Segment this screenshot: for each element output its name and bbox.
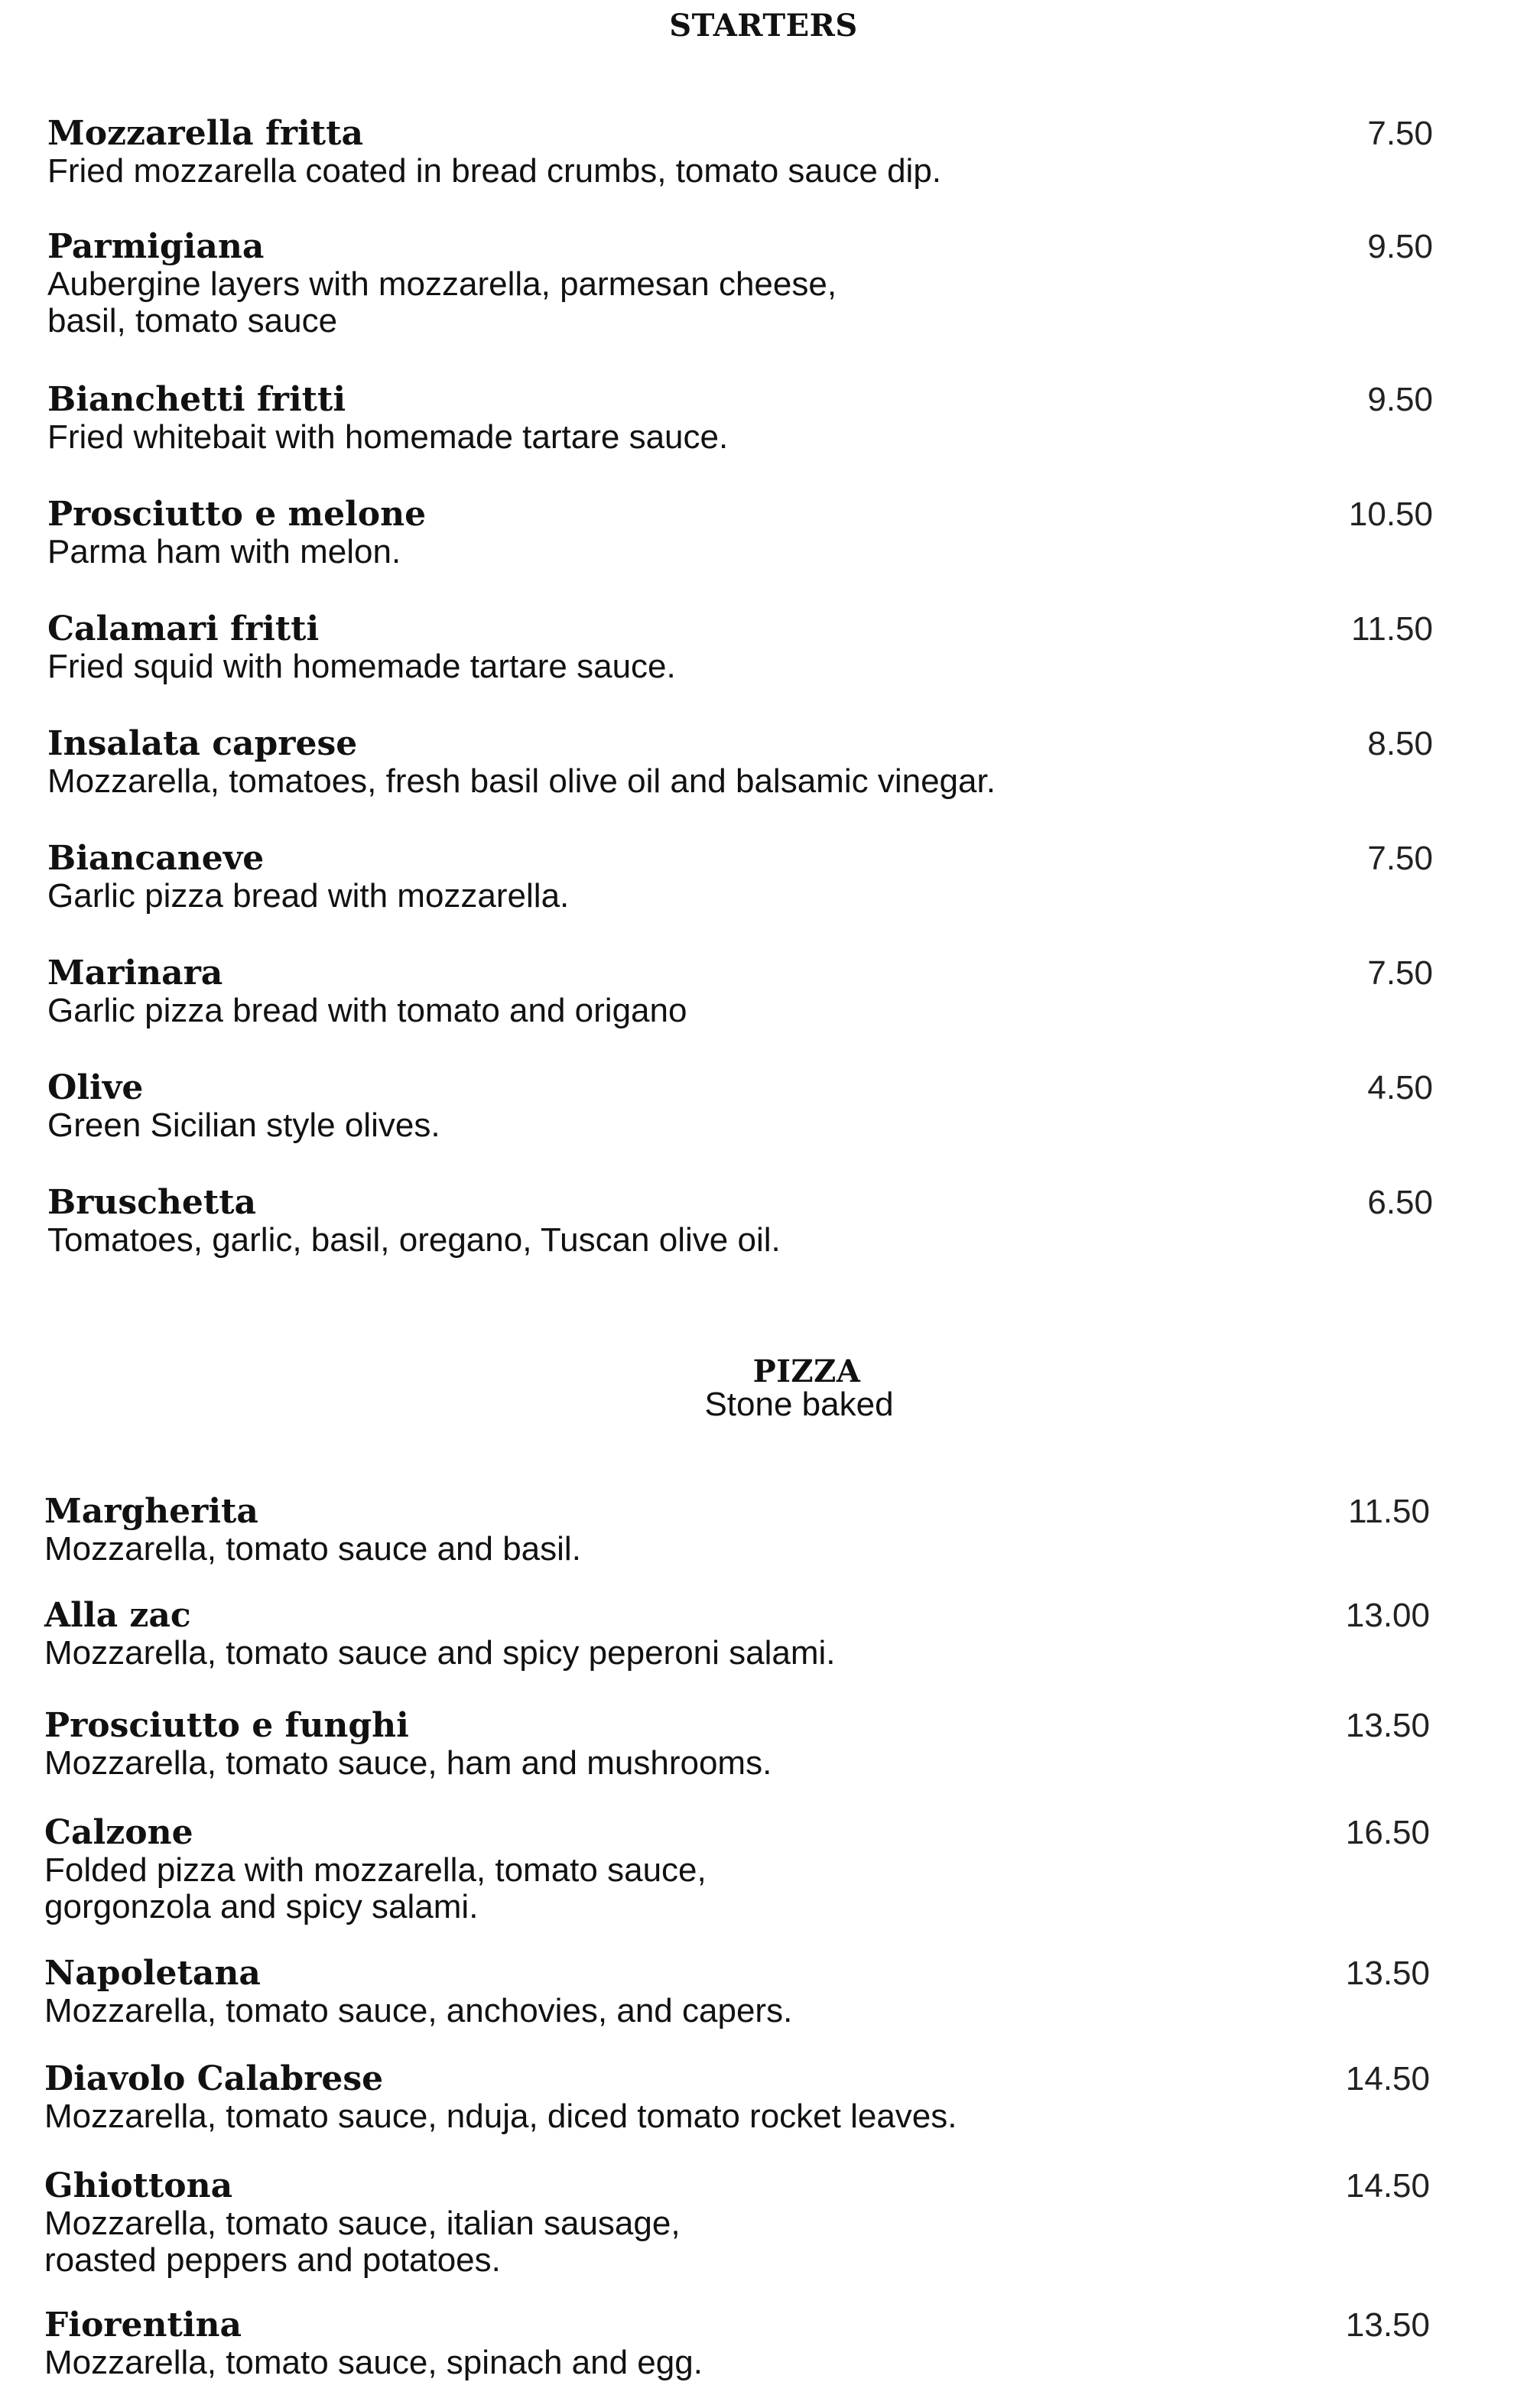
menu-item-ghiottona [44,2167,1430,2279]
item-description: Fried mozzarella coated in bread crumbs, tomato sauce dip. [47,152,942,190]
item-price: 8.50 [1367,725,1433,762]
item-name: Insalata caprese [47,724,358,763]
item-price: 9.50 [1367,381,1433,418]
item-description: Mozzarella, tomatoes, fresh basil olive oil and balsamic vinegar. [47,762,996,800]
item-description: Mozzarella, tomato sauce, italian sausage, [44,2205,681,2242]
menu-item-bianchetti-fritti [47,381,1433,456]
item-description: Garlic pizza bread with mozzarella. [47,877,570,915]
item-description: Aubergine layers with mozzarella, parmesan cheese, [47,265,837,303]
item-name: Mozzarella fritta [47,114,363,153]
item-name: Marinara [47,954,223,993]
item-description: roasted peppers and potatoes. [44,2241,501,2279]
item-name: Parmigiana [47,227,265,266]
item-name: Diavolo Calabrese [44,2059,384,2098]
pizza-title: PIZZA [752,1353,861,1389]
menu-item-alla-zac [44,1597,1430,1672]
item-name: Prosciutto e funghi [44,1706,409,1745]
item-name: Biancaneve [47,839,265,878]
menu-item-calzone [44,1814,1430,1925]
item-description: Tomatoes, garlic, basil, oregano, Tuscan olive oil. [47,1221,781,1259]
item-price: 7.50 [1367,840,1433,877]
item-price: 6.50 [1367,1184,1433,1221]
menu-item-calamari-fritti [47,610,1433,685]
menu-item-mozzarella-fritta [47,115,1433,190]
item-name: Bruschetta [47,1183,257,1222]
item-description: Garlic pizza bread with tomato and origano [47,992,687,1029]
item-price: 9.50 [1367,228,1433,265]
item-price: 14.50 [1345,2167,1430,2205]
item-name: Napoletana [44,1954,261,1993]
item-description: Parma ham with melon. [47,533,401,570]
item-description: Mozzarella, tomato sauce, ham and mushrooms. [44,1744,772,1782]
item-price: 7.50 [1367,115,1433,152]
item-description: Mozzarella, tomato sauce, anchovies, and capers. [44,1992,793,2029]
item-description: Mozzarella, tomato sauce and basil. [44,1530,581,1568]
menu-item-olive [47,1069,1433,1144]
item-price: 14.50 [1345,2060,1430,2098]
item-price: 10.50 [1348,496,1433,533]
item-description: Mozzarella, tomato sauce, nduja, diced tomato rocket leaves. [44,2098,957,2135]
item-name: Olive [47,1068,144,1107]
menu-item-napoletana [44,1955,1430,2029]
menu-item-fiorentina [44,2306,1430,2381]
starters-title: STARTERS [669,8,858,44]
menu-item-biancaneve [47,840,1433,915]
item-price: 11.50 [1348,1493,1430,1530]
menu-item-bruschetta [47,1184,1433,1259]
item-description: Mozzarella, tomato sauce, spinach and egg. [44,2344,703,2381]
item-description: Fried whitebait with homemade tartare sauce. [47,418,729,456]
item-name: Calamari fritti [47,609,320,648]
pizza-subtitle: Stone baked [704,1386,894,1423]
item-name: Ghiottona [44,2166,233,2205]
menu-item-diavolo-calabrese [44,2060,1430,2135]
item-description: Green Sicilian style olives. [47,1107,440,1144]
item-description: gorgonzola and spicy salami. [44,1888,479,1925]
item-price: 7.50 [1367,954,1433,992]
item-price: 11.50 [1351,610,1433,648]
item-description: Fried squid with homemade tartare sauce. [47,648,676,685]
item-price: 4.50 [1367,1069,1433,1107]
item-name: Calzone [44,1813,193,1852]
item-price: 13.50 [1345,1707,1430,1744]
menu-item-marinara [47,954,1433,1029]
item-name: Prosciutto e melone [47,495,427,534]
item-name: Alla zac [44,1596,191,1635]
item-price: 16.50 [1345,1814,1430,1851]
item-price: 13.50 [1345,2306,1430,2344]
item-price: 13.00 [1345,1597,1430,1634]
menu-item-parmigiana [47,228,1433,340]
item-description: Folded pizza with mozzarella, tomato sauce, [44,1851,707,1889]
menu-item-insalata-caprese [47,725,1433,800]
item-description: Mozzarella, tomato sauce and spicy peperoni salami. [44,1634,836,1672]
menu-item-prosciutto-e-melone [47,496,1433,570]
item-name: Fiorentina [44,2306,242,2345]
item-name: Margherita [44,1492,258,1531]
menu-item-prosciutto-e-funghi [44,1707,1430,1782]
item-price: 13.50 [1345,1955,1430,1992]
menu-item-margherita [44,1493,1430,1568]
item-name: Bianchetti fritti [47,380,346,419]
item-description: basil, tomato sauce [47,302,338,340]
